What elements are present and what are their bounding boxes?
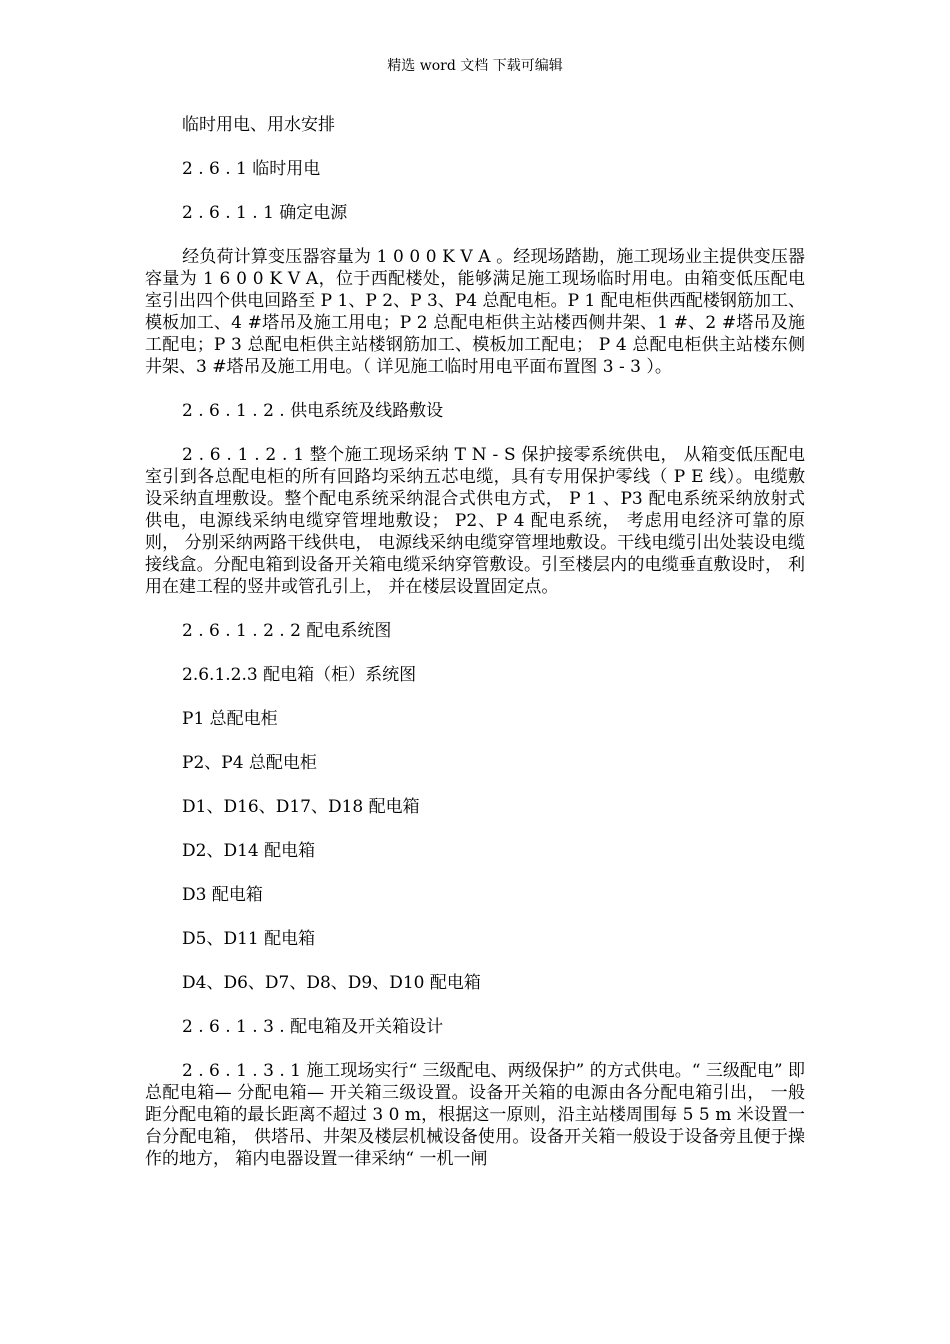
section-heading: 2 . 6 . 1 . 1 确定电源: [182, 203, 348, 223]
list-item: D3 配电箱: [182, 885, 263, 905]
list-item: D5、D11 配电箱: [182, 929, 316, 949]
section-heading: 2 . 6 . 1 . 2 . 2 配电系统图: [182, 621, 392, 641]
body-paragraph: 经负荷计算变压器容量为 1 0 0 0 K V A 。经现场踏勘，施工现场业主提供变压器容量为 1 6 0 0 K V A，位于西配楼处，能够满足施工现场临时用电。由箱变低压配电室引出四个供电回路至 P 1、P 2、P 3、P4 总配电柜。P 1 配电柜供西配楼钢筋加工、模板加工、4 #塔吊及施工用电；P 2 总配电柜供主站楼西侧井架、1 #、2 #塔吊及施工配电；P 3 总配电柜供主站楼钢筋加工、模板加工配电； P 4 总配电柜供主站楼东侧井架、3 #塔吊及施工用电。（ 详见施工临时用电平面布置图 3 - 3 ）。: [145, 247, 805, 377]
list-item: P2、P4 总配电柜: [182, 753, 317, 773]
section-heading: 2 . 6 . 1 临时用电: [182, 159, 321, 179]
section-heading: 2 . 6 . 1 . 2 . 供电系统及线路敷设: [182, 401, 444, 421]
list-item: D2、D14 配电箱: [182, 841, 316, 861]
list-item: P1 总配电柜: [182, 709, 278, 729]
list-item: D4、D6、D7、D8、D9、D10 配电箱: [182, 973, 481, 993]
list-item: D1、D16、D17、D18 配电箱: [182, 797, 420, 817]
body-paragraph: 2 . 6 . 1 . 2 . 1 整个施工现场采纳 T N - S 保护接零系统供电， 从箱变低压配电室引到各总配电柜的所有回路均采纳五芯电缆，具有专用保护零线（ P E 线）。电缆敷设采纳直埋敷设。整个配电系统采纳混合式供电方式， P 1 、P3 配电系统采纳放射式供电，电源线采纳电缆穿管埋地敷设； P2、P 4 配电系统， 考虑用电经济可靠的原则， 分别采纳两路干线供电， 电源线采纳电缆穿管埋地敷设。干线电缆引出处装设电缆接线盒。分配电箱到设备开关箱电缆采纳穿管敷设。引至楼层内的电缆垂直敷设时， 利用在建工程的竖井或管孔引上， 并在楼层设置固定点。: [145, 445, 805, 597]
page-header: 精选 word 文档 下载可编辑: [387, 58, 563, 74]
section-heading: 2 . 6 . 1 . 3 . 配电箱及开关箱设计: [182, 1017, 444, 1037]
body-paragraph: 2 . 6 . 1 . 3 . 1 施工现场实行“ 三级配电、两级保护” 的方式供电。“ 三级配电” 即总配电箱— 分配电箱— 开关箱三级设置。设备开关箱的电源由各分配电箱引出， 一般距分配电箱的最长距离不超过 3 0 m，根据这一原则，沿主站楼周围每 5 5 m 米设置一台分配电箱， 供塔吊、井架及楼层机械设备使用。设备开关箱一般设于设备旁且便于操作的地方， 箱内电器设置一律采纳“ 一机一闸: [145, 1061, 805, 1169]
section-heading: 临时用电、用水安排: [182, 115, 335, 135]
document-body: [145, 114, 805, 1192]
section-heading: 2.6.1.2.3 配电箱（柜）系统图: [182, 665, 417, 685]
